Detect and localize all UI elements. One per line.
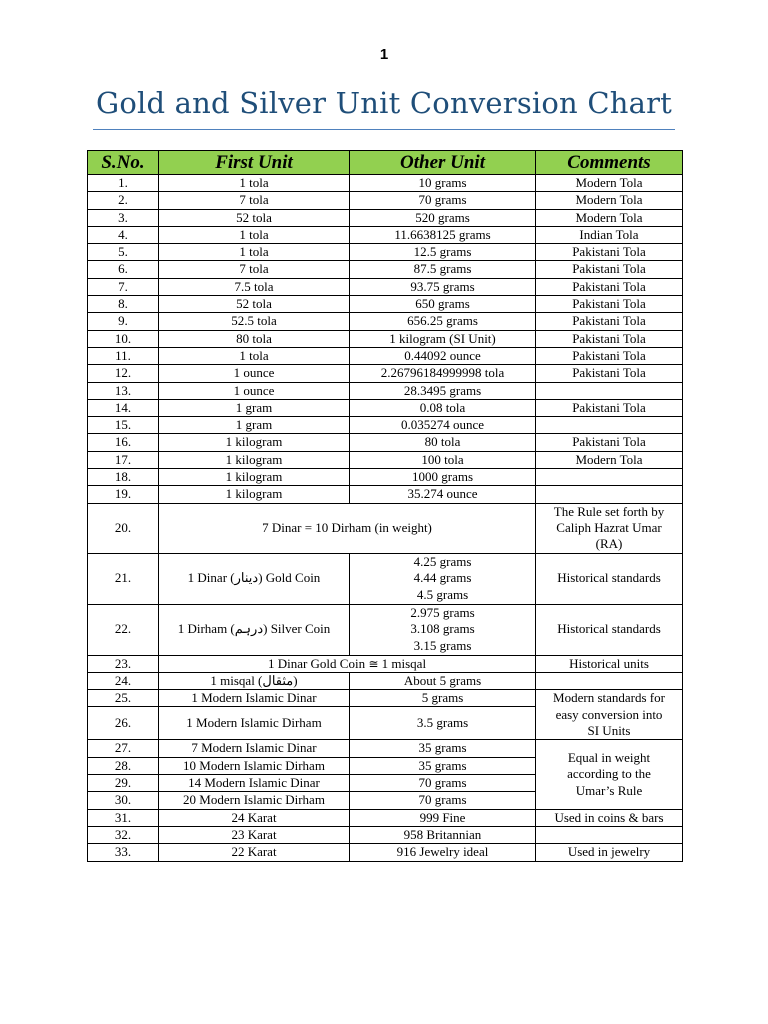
other-unit-cell xyxy=(350,553,536,604)
header-first-unit: First Unit xyxy=(159,151,350,175)
first-unit-cell: 1 gram xyxy=(159,417,350,434)
other-unit-cell: 100 tola xyxy=(350,451,536,468)
first-unit-cell: 1 tola xyxy=(159,226,350,243)
table-row xyxy=(88,261,683,278)
sno-cell: 11. xyxy=(88,347,159,364)
first-unit-cell: 80 tola xyxy=(159,330,350,347)
other-unit-cell: 35 grams xyxy=(350,740,536,757)
sno-cell: 28. xyxy=(88,757,159,774)
comments-cell: Used in jewelry xyxy=(536,844,683,861)
table-row xyxy=(88,192,683,209)
comments-cell: Historical standards xyxy=(536,553,683,604)
comments-cell: Historical standards xyxy=(536,604,683,655)
sno-cell: 24. xyxy=(88,672,159,689)
first-unit-cell: 1 kilogram xyxy=(159,469,350,486)
comments-line: easy conversion into xyxy=(555,706,663,722)
first-unit-cell: 1 gram xyxy=(159,399,350,416)
table-header-row xyxy=(88,151,683,175)
table-row xyxy=(88,690,683,707)
other-unit-cell: 28.3495 grams xyxy=(350,382,536,399)
first-unit-cell: 7 Modern Islamic Dinar xyxy=(159,740,350,757)
first-unit-cell: 1 Dirham (درہم) Silver Coin xyxy=(159,604,350,655)
sno-cell: 14. xyxy=(88,399,159,416)
comments-cell xyxy=(536,469,683,486)
sno-cell: 20. xyxy=(88,503,159,553)
sno-cell: 17. xyxy=(88,451,159,468)
other-unit-cell: 35.274 ounce xyxy=(350,486,536,503)
other-unit-cell: 0.035274 ounce xyxy=(350,417,536,434)
table-row xyxy=(88,553,683,604)
first-unit-cell: 23 Karat xyxy=(159,826,350,843)
comments-cell xyxy=(536,826,683,843)
first-unit-cell: 1 tola xyxy=(159,175,350,192)
other-unit-cell: 80 tola xyxy=(350,434,536,451)
sno-cell: 2. xyxy=(88,192,159,209)
other-unit-cell: 10 grams xyxy=(350,175,536,192)
comments-cell: Historical units xyxy=(536,655,683,672)
first-unit-cell: 22 Karat xyxy=(159,844,350,861)
comments-cell xyxy=(536,382,683,399)
first-unit-cell: 7 tola xyxy=(159,261,350,278)
comments-cell: Pakistani Tola xyxy=(536,244,683,261)
first-unit-cell: 1 ounce xyxy=(159,365,350,382)
sno-cell: 22. xyxy=(88,604,159,655)
merged-unit-cell xyxy=(159,655,536,672)
table-row xyxy=(88,826,683,843)
table-row xyxy=(88,313,683,330)
comments-cell xyxy=(536,417,683,434)
first-unit-cell: 52 tola xyxy=(159,209,350,226)
other-unit-cell: 11.6638125 grams xyxy=(350,226,536,243)
sno-cell: 9. xyxy=(88,313,159,330)
other-unit-line: 3.15 grams xyxy=(413,637,472,653)
other-unit-cell: 656.25 grams xyxy=(350,313,536,330)
table-row xyxy=(88,672,683,689)
first-unit-cell: 52.5 tola xyxy=(159,313,350,330)
other-unit-cell: 1 kilogram (SI Unit) xyxy=(350,330,536,347)
other-unit-cell: 916 Jewelry ideal xyxy=(350,844,536,861)
other-unit-cell: 2.26796184999998 tola xyxy=(350,365,536,382)
sno-cell: 27. xyxy=(88,740,159,757)
sno-cell: 19. xyxy=(88,486,159,503)
first-unit-cell: 1 tola xyxy=(159,347,350,364)
first-unit-cell: 7.5 tola xyxy=(159,278,350,295)
other-unit-cell xyxy=(350,604,536,655)
sno-cell: 23. xyxy=(88,655,159,672)
comments-cell xyxy=(536,672,683,689)
comments-cell: Pakistani Tola xyxy=(536,347,683,364)
comments-cell xyxy=(536,740,683,809)
first-unit-cell: 10 Modern Islamic Dirham xyxy=(159,757,350,774)
comments-cell: Pakistani Tola xyxy=(536,365,683,382)
first-unit-cell: 20 Modern Islamic Dirham xyxy=(159,792,350,809)
comments-cell: Modern Tola xyxy=(536,451,683,468)
table-row xyxy=(88,330,683,347)
table-row xyxy=(88,469,683,486)
sno-cell: 12. xyxy=(88,365,159,382)
other-unit-cell: 958 Britannian xyxy=(350,826,536,843)
sno-cell: 31. xyxy=(88,809,159,826)
comments-line: Equal in weight xyxy=(567,750,651,766)
comments-cell: Modern Tola xyxy=(536,209,683,226)
other-unit-cell: About 5 grams xyxy=(350,672,536,689)
table-row xyxy=(88,740,683,757)
comments-line: Modern standards for xyxy=(553,690,665,706)
other-unit-cell: 12.5 grams xyxy=(350,244,536,261)
comments-line: Umar’s Rule xyxy=(575,782,643,798)
comments-cell: Modern Tola xyxy=(536,175,683,192)
other-unit-cell: 0.08 tola xyxy=(350,399,536,416)
sno-cell: 5. xyxy=(88,244,159,261)
other-unit-line: 4.25 grams xyxy=(413,554,472,570)
table-row xyxy=(88,175,683,192)
other-unit-line: 3.108 grams xyxy=(410,621,475,637)
table-row xyxy=(88,278,683,295)
sno-cell: 30. xyxy=(88,792,159,809)
other-unit-cell: 999 Fine xyxy=(350,809,536,826)
table-row xyxy=(88,365,683,382)
other-unit-line: 4.5 grams xyxy=(416,586,469,602)
comments-cell: Pakistani Tola xyxy=(536,278,683,295)
table-row xyxy=(88,486,683,503)
comments-line: Caliph Hazrat Umar xyxy=(556,519,662,535)
comments-cell: Indian Tola xyxy=(536,226,683,243)
approx-equal-symbol: ≅ xyxy=(368,656,379,671)
table-row xyxy=(88,347,683,364)
other-unit-cell: 3.5 grams xyxy=(350,707,536,740)
comments-cell: Pakistani Tola xyxy=(536,434,683,451)
first-unit-cell: 1 tola xyxy=(159,244,350,261)
sno-cell: 13. xyxy=(88,382,159,399)
comments-cell: Pakistani Tola xyxy=(536,399,683,416)
other-unit-cell: 35 grams xyxy=(350,757,536,774)
first-unit-cell: 1 ounce xyxy=(159,382,350,399)
table-row xyxy=(88,451,683,468)
first-unit-cell: 1 Dinar (دینار) Gold Coin xyxy=(159,553,350,604)
first-unit-cell: 1 kilogram xyxy=(159,451,350,468)
table-row xyxy=(88,209,683,226)
merged-unit-text: 1 Dinar Gold Coin xyxy=(267,655,366,671)
sno-cell: 32. xyxy=(88,826,159,843)
other-unit-cell: 520 grams xyxy=(350,209,536,226)
comments-cell: Used in coins & bars xyxy=(536,809,683,826)
comments-line: (RA) xyxy=(595,536,623,552)
sno-cell: 33. xyxy=(88,844,159,861)
page-title: Gold and Silver Unit Conversion Chart xyxy=(95,86,673,120)
first-unit-cell: 24 Karat xyxy=(159,809,350,826)
sno-cell: 4. xyxy=(88,226,159,243)
other-unit-cell: 1000 grams xyxy=(350,469,536,486)
other-unit-cell: 70 grams xyxy=(350,792,536,809)
other-unit-cell: 650 grams xyxy=(350,296,536,313)
other-unit-cell: 87.5 grams xyxy=(350,261,536,278)
other-unit-cell: 70 grams xyxy=(350,192,536,209)
other-unit-cell: 0.44092 ounce xyxy=(350,347,536,364)
table-row xyxy=(88,417,683,434)
header-sno: S.No. xyxy=(88,151,159,175)
first-unit-cell: 1 kilogram xyxy=(159,434,350,451)
header-comments: Comments xyxy=(536,151,683,175)
other-unit-line: 2.975 grams xyxy=(410,605,475,621)
conversion-table xyxy=(87,150,683,862)
table-row xyxy=(88,226,683,243)
comments-cell xyxy=(536,486,683,503)
table-row xyxy=(88,434,683,451)
comments-line: The Rule set forth by xyxy=(553,503,665,519)
sno-cell: 21. xyxy=(88,553,159,604)
first-unit-cell: 1 kilogram xyxy=(159,486,350,503)
merged-unit-cell: 7 Dinar = 10 Dirham (in weight) xyxy=(159,503,536,553)
page-number: 1 xyxy=(379,46,389,63)
sno-cell: 1. xyxy=(88,175,159,192)
other-unit-cell: 93.75 grams xyxy=(350,278,536,295)
first-unit-cell: 52 tola xyxy=(159,296,350,313)
other-unit-line: 4.44 grams xyxy=(413,570,472,586)
comments-cell: Pakistani Tola xyxy=(536,313,683,330)
table-row xyxy=(88,399,683,416)
table-row xyxy=(88,809,683,826)
title-underline xyxy=(93,129,675,130)
comments-cell xyxy=(536,503,683,553)
table-row xyxy=(88,655,683,672)
sno-cell: 8. xyxy=(88,296,159,313)
sno-cell: 15. xyxy=(88,417,159,434)
comments-cell: Pakistani Tola xyxy=(536,330,683,347)
sno-cell: 29. xyxy=(88,775,159,792)
sno-cell: 3. xyxy=(88,209,159,226)
table-row xyxy=(88,244,683,261)
table-row xyxy=(88,503,683,553)
table-row xyxy=(88,296,683,313)
merged-unit-text: 1 misqal xyxy=(381,655,427,671)
first-unit-cell: 14 Modern Islamic Dinar xyxy=(159,775,350,792)
sno-cell: 6. xyxy=(88,261,159,278)
first-unit-cell: 1 misqal (مثقال) xyxy=(159,672,350,689)
comments-cell: Modern Tola xyxy=(536,192,683,209)
comments-cell: Pakistani Tola xyxy=(536,296,683,313)
sno-cell: 26. xyxy=(88,707,159,740)
other-unit-cell: 70 grams xyxy=(350,775,536,792)
sno-cell: 18. xyxy=(88,469,159,486)
sno-cell: 7. xyxy=(88,278,159,295)
comments-cell: Pakistani Tola xyxy=(536,261,683,278)
sno-cell: 16. xyxy=(88,434,159,451)
first-unit-cell: 1 Modern Islamic Dinar xyxy=(159,690,350,707)
first-unit-cell: 7 tola xyxy=(159,192,350,209)
table-row xyxy=(88,382,683,399)
comments-line: according to the xyxy=(567,766,651,782)
sno-cell: 25. xyxy=(88,690,159,707)
table-row xyxy=(88,604,683,655)
header-other-unit: Other Unit xyxy=(350,151,536,175)
sno-cell: 10. xyxy=(88,330,159,347)
table-row xyxy=(88,844,683,861)
first-unit-cell: 1 Modern Islamic Dirham xyxy=(159,707,350,740)
other-unit-cell: 5 grams xyxy=(350,690,536,707)
comments-cell xyxy=(536,690,683,740)
comments-line: SI Units xyxy=(587,722,631,738)
